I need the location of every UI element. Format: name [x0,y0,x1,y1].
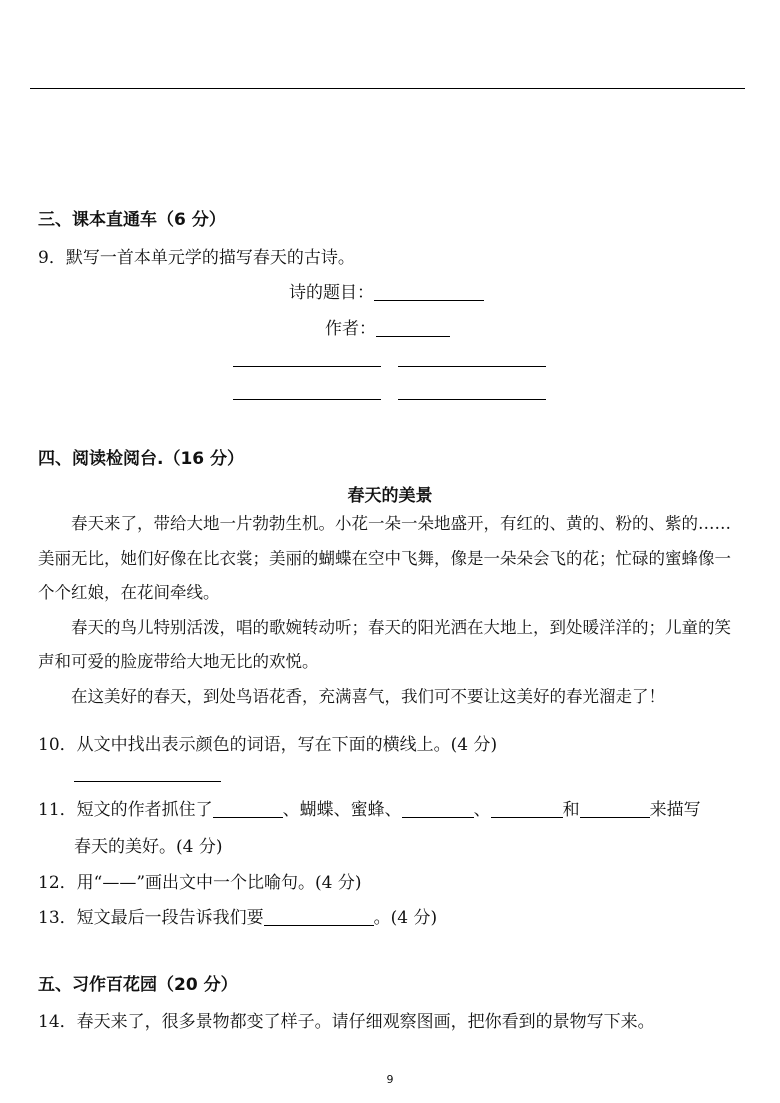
question-14: 14．春天来了，很多景物都变了样子。请仔细观察图画，把你看到的景物写下来。 [38,1012,655,1032]
q11-mid-3: 和 [562,800,580,820]
q10-answer-line[interactable] [74,781,221,782]
question-13 [38,903,437,928]
passage-paragraph-3: 在这美好的春天，到处鸟语花香，充满喜气，我们可不要让这美好的春光溜走了！ [71,686,665,706]
passage-paragraph-1: 春天来了，带给大地一片勃勃生机。小花一朵一朵地盛开，有红的、黄的、粉的、紫的……美丽无比，她们好像在比衣裳；美丽的蝴蝶在空中飞舞，像是一朵朵会飞的花；忙碌的蜜蜂像一个个红娘，在花间牵线。 [38,514,731,602]
q11-mid-1: 、蝴蝶、蜜蜂、 [282,800,402,820]
poem-title-label: 诗的题目： [289,283,374,303]
poem-title-row [289,278,484,303]
q13-suffix: 。(4 分) [373,908,438,928]
passage-paragraph-2: 春天的鸟儿特别活泼，唱的歌婉转动听；春天的阳光洒在大地上，到处暖洋洋的；儿童的笑声和可爱的脸庞带给大地无比的欢悦。 [38,617,731,671]
section-3-heading: 三、课本直通车（6 分） [38,210,226,230]
q11-end: 来描写 [649,800,701,820]
q11-prefix: 11．短文的作者抓住了 [38,800,213,820]
question-11-line-2: 春天的美好。(4 分) [74,837,223,857]
poem-line-2-left[interactable] [233,399,381,400]
question-9: 9．默写一首本单元学的描写春天的古诗。 [38,248,355,268]
section-4-heading: 四、阅读检阅台.（16 分） [38,449,245,469]
passage-title: 春天的美景 [347,486,433,506]
q11-blank-4[interactable] [580,799,650,818]
q11-blank-1[interactable] [213,799,283,818]
poem-title-blank[interactable] [374,282,484,301]
reading-passage [38,507,743,714]
question-10: 10．从文中找出表示颜色的词语，写在下面的横线上。(4 分) [38,735,498,755]
q13-blank[interactable] [264,907,374,926]
author-label: 作者： [325,319,376,339]
header-rule [30,88,745,89]
poem-line-1-left[interactable] [233,366,381,367]
q11-mid-2: 、 [473,800,491,820]
author-row [325,314,450,339]
author-blank[interactable] [376,318,450,337]
poem-line-1-right[interactable] [398,366,546,367]
section-5-heading: 五、习作百花园（20 分） [38,975,238,995]
page-number: 9 [386,1073,394,1086]
question-12: 12．用“——”画出文中一个比喻句。(4 分) [38,873,362,893]
poem-line-2-right[interactable] [398,399,546,400]
q11-blank-3[interactable] [491,799,563,818]
q11-blank-2[interactable] [402,799,474,818]
q13-prefix: 13．短文最后一段告诉我们要 [38,908,264,928]
question-11 [38,795,701,820]
